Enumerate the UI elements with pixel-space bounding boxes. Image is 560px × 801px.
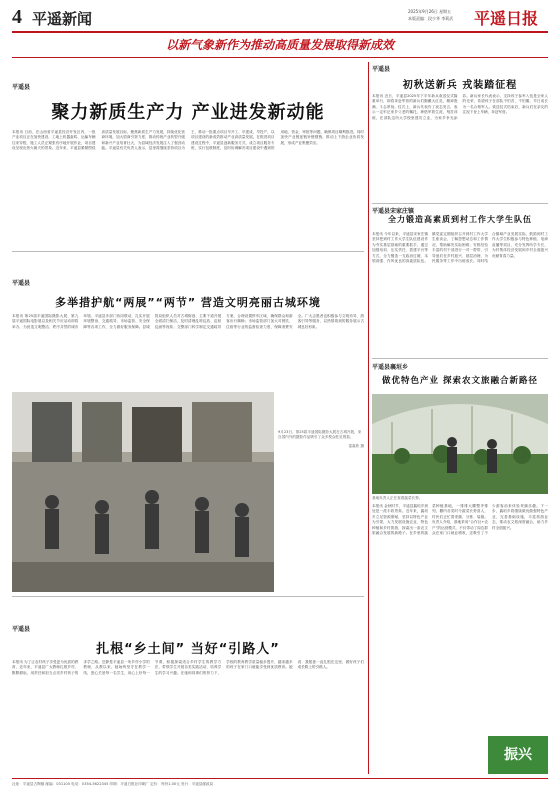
article-teacher: [12, 624, 364, 774]
photo-credit: 雷嘉欣 摄: [348, 444, 364, 448]
article-festival: [12, 278, 364, 388]
column-divider: [368, 62, 369, 774]
article-title: 全力锻造高素质到村工作大学生队伍: [388, 215, 532, 224]
article-title: 初秋送新兵 戎装踏征程: [402, 80, 518, 91]
date-line: 2025年9月26日 星期五: [408, 9, 452, 14]
article-county-label: 平遥县: [12, 626, 31, 633]
article-county-label: 平遥县宋家庄镇: [372, 208, 415, 215]
article-title: 多举措护航“两展”“两节” 营造文明亮丽古城环境: [55, 296, 321, 309]
article-county-label: 平遥县襄垣乡: [372, 364, 409, 371]
greenhouse-photo: [372, 394, 548, 494]
promo-badge: [488, 736, 548, 774]
footer-rule: [12, 778, 548, 779]
article-agritourism: [372, 362, 548, 728]
photo-caption-block: [278, 430, 364, 550]
editor-line: 本版责编：段少华 李莉武: [408, 16, 454, 21]
newspaper-logo: 平遥日报: [474, 9, 539, 28]
promo-text: 振兴: [504, 747, 532, 763]
article-body: 本报讯 金秋时节，平遥县襄垣乡到处是一派丰收景象。近年来，襄垣乡立足资源禀赋，坚持以特色产业为引领，大力发展设施农业、特色种植和乡村旅游，探索出一条农文旅融合发展的新路子。在乡里的蔬菜种植基地，一排排大棚整齐排列，棚内各类时令蔬菜长势喜人，村民们正忙着采摘、分拣、装箱。负责人介绍，基地采用“合作社+农户”的运营模式，不仅带动了周边群众在家门口就业增收，还吸引了不少游客前来体验采摘乐趣。下一步，襄垣乡将继续做优做强特色产业，完善基础设施，丰富旅游业态，推动农文旅深度融合，助力乡村全面振兴。: [372, 504, 548, 536]
exhibition-photo-illustration: [12, 392, 274, 592]
divider: [372, 358, 548, 359]
article-body: 本报讯 今年以来，平遥县宋家庄镇坚持把到村工作大学生队伍建设作为夯实基层基础的重要抓手，通过加强培训、压实责任、搭建平台等方式，全力锻造一支政治过硬、本领高强、作风优良的高素质队伍。镇党委定期组织召开到村工作大学生座谈会，了解思想动态和工作情况，帮助解决实际困难；安排经验丰富的村干部进行一对一帮带，引导他们在乡村振兴、基层治理、为民服务等工作中历练成长。同时结合镇域产业发展实际，鼓励到村工作大学生积极参与特色种植、电商直播等项目，充分发挥所学专长，为村集体经济发展和乡村全面振兴贡献青春力量。: [372, 232, 548, 264]
article-county-label: 平遥县: [12, 84, 31, 91]
header-rule: [12, 31, 548, 33]
article-graduates: [372, 206, 548, 356]
footer-text: 社址：平遥县古陶镇 邮编：031100 电话：0354-5622345 印刷：平遥日报社印刷厂 定价：每份1.00元 发行：平遥县邮政局: [12, 782, 214, 786]
article-recruits: [372, 62, 548, 202]
article-county-label: 平遥县: [12, 280, 31, 287]
divider: [372, 203, 548, 204]
article-body: 本报讯 近日，平遥县2025年下半年新兵欢送仪式隆重举行，即将奔赴军营的新兵们胸戴大红花，精神饱满、斗志昂扬。仪式上，新兵代表作了表态发言，表示一定牢记家乡父老的嘱托，珍惜军旅生涯，刻苦训练，在部队这所大学校里建功立业，为家乡争光添彩。新兵家长代表表示，支持孩子参军入伍是全家人的光荣，希望孩子在部队不怕苦、不怕累，早日成长为一名合格军人。欢送仪式结束后，新兵们在亲友的注视下登上车辆，奔赴军营。: [372, 94, 548, 120]
article-title: 扎根“乡土间” 当好“引路人”: [96, 642, 280, 657]
exhibition-photo: [12, 392, 274, 592]
article-title: 做优特色产业 探索农文旅融合新路径: [382, 376, 538, 386]
banner-text: 以新气象新作为推动高质量发展取得新成效: [165, 38, 394, 52]
article-body: 本报讯 日前，在山西省平遥县经济开发区内，一批产业项目正在加快建设，工地上机器轰鸣、运输车辆往来穿梭，施工人员正紧张有序地开展作业，项目建设呈现出热火朝天的景象。近年来，平遥县紧紧围绕高质量发展目标，聚焦新质生产力发展，持续优化营商环境，加大招商引资力度，推动传统产业转型升级和新兴产业培育壮大，为县域经济发展注入了强劲动能。平遥县有关负责人表示，县里将继续坚持项目为王，推动一批重点项目早开工、早建成、早投产，以项目建设的新成效推动产业高质量发展。在推进项目建设过程中，平遥县创新服务方式，成立项目服务专班，实行包联制度，及时协调解决项目建设中遇到的用地、资金、审批等问题，确保项目顺利推进。同时加快产业链延链补链强链，推动上下游企业协同发展，形成产业集聚效应。: [12, 130, 364, 151]
article-title: 聚力新质生产力 产业进发新动能: [51, 102, 325, 123]
article-body: 本报讯 第25届平遥国际摄影大展、第九届平遥国际电影展以及相关节庆活动即将举办，为营造文明整洁、秩序井然的城市环境，平遥县多部门协同联动，扎实开展环境整治、交通疏导、市场监管、安全保障等各项工作，全力做好服务保障。县城管局组织人员对古城街巷、主要干道开展全面清扫保洁，及时清理乱堆乱放、乱贴乱画等现象；交警部门科学制定交通疏导方案，合理设置停车区域，确保群众和游客出行顺畅；市场监管部门加大对餐饮、住宿等行业的监督检查力度，保障消费安全。广大志愿者也积极参与文明劝导、游客引导等服务，以热情周到的服务展示古城良好形象。: [12, 314, 364, 329]
section-name: 平遥新闻: [32, 10, 93, 28]
page-header: [12, 6, 548, 30]
article-body: 本报讯 为了让农村孩子享受更为优质的教育，近年来，平遥县广大教师扎根乡村、默默耕耘，用责任和担当点亮乡村孩子的求学之路。岳静是平遥县一所乡村小学的教师，从教以来，她始终坚守在教学一线，悉心关爱每一名学生，用心上好每一节课，积极探索适合乡村学生的教学方法，带领学生开展各类实践活动，培养学生的学习兴趣。在她和同事们的努力下，学校的教育教学质量稳步提升，越来越多的孩子在家门口就能享受到优质教育。她说：我愿意一直扎根在这里，做好孩子们成长路上的引路人。: [12, 660, 364, 675]
banner-rule: [12, 57, 548, 58]
page-number: 4: [12, 6, 22, 28]
divider: [12, 596, 364, 597]
article-productivity: [12, 62, 364, 249]
photo-caption: 9月23日，第25届平遥国际摄影大展在古城开展，来自国内外的摄影作品吸引了众多观众驻足观看。: [278, 430, 362, 439]
divider: [12, 251, 364, 252]
article-county-label: 平遥县: [372, 66, 391, 73]
greenhouse-photo-illustration: [372, 394, 548, 494]
banner: [12, 34, 548, 56]
photo2-caption: 基地负责人正在查看蔬菜长势。: [372, 496, 423, 500]
